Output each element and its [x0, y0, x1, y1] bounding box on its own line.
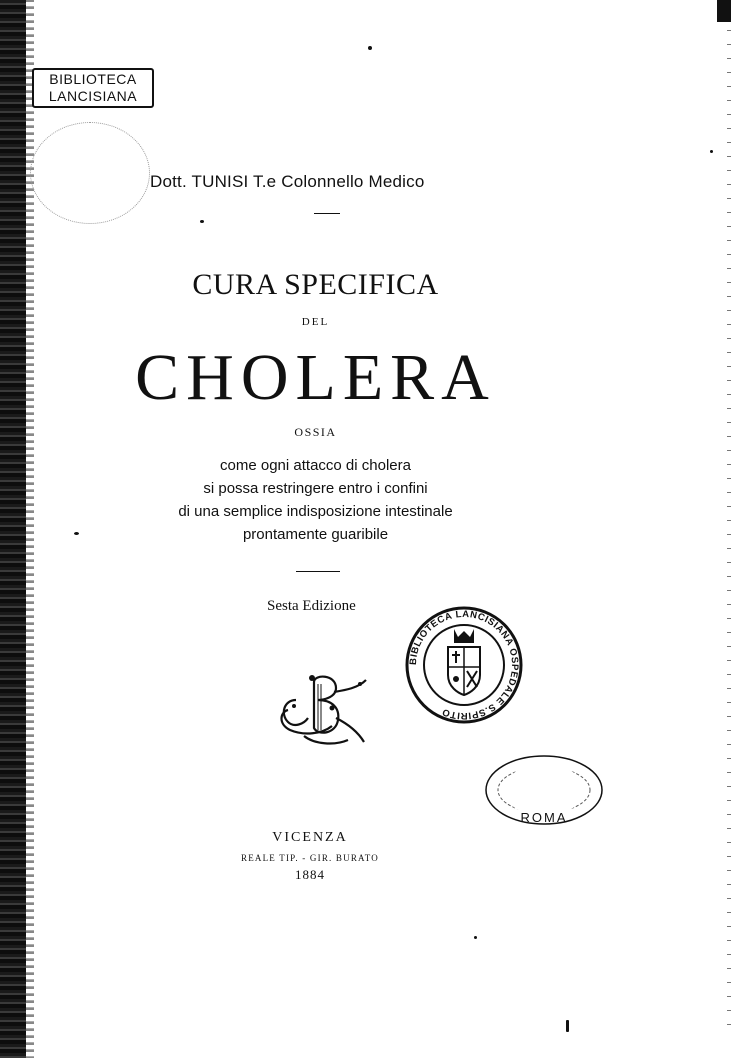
coat-of-arms-icon — [448, 629, 480, 695]
page-right-edge — [727, 30, 731, 1030]
scan-corner-mark — [717, 0, 731, 22]
subtitle-line: come ogni attacco di cholera — [220, 457, 411, 474]
divider-short — [296, 571, 340, 572]
author-line: Dott. TUNISI T.e Colonnello Medico — [150, 172, 425, 191]
roma-stamp — [482, 752, 606, 828]
library-seal-stamp — [404, 605, 524, 725]
scan-speck — [710, 150, 713, 153]
printer-monogram-icon — [274, 670, 374, 748]
scan-speck — [474, 936, 477, 939]
subtitle-line: prontamente guaribile — [242, 526, 389, 543]
library-stamp-line1: BIBLIOTECA — [49, 71, 137, 87]
library-stamp-line2: LANCISIANA — [48, 88, 138, 104]
imprint-city: VICENZA — [272, 830, 348, 845]
library-stamp — [32, 68, 154, 108]
seal-text: BIBLIOTECA LANCISIANA OSPEDALE S.SPIRITO — [407, 608, 521, 722]
scan-speck — [74, 532, 79, 535]
imprint-year: 1884 — [295, 867, 325, 882]
faded-circular-stamp — [30, 122, 150, 224]
subtitle-line: si possa restringere entro i confini — [203, 480, 428, 497]
imprint-printer: REALE TIP. - GIR. BURATO — [241, 853, 379, 863]
title-main: CHOLERA — [135, 341, 496, 414]
title-line1: CURA SPECIFICA — [192, 268, 439, 301]
subtitle-line: di una semplice indisposizione intestinale — [178, 503, 453, 520]
subtitle — [0, 456, 631, 548]
scan-speck — [200, 220, 204, 223]
divider-short — [314, 213, 340, 214]
title-ossia: OSSIA — [294, 425, 337, 439]
roma-stamp-label: ROMA — [520, 810, 568, 825]
title-connector: DEL — [301, 316, 330, 328]
edition-label: Sesta Edizione — [267, 598, 356, 614]
scan-speck — [566, 1020, 569, 1032]
scan-speck — [368, 46, 372, 50]
